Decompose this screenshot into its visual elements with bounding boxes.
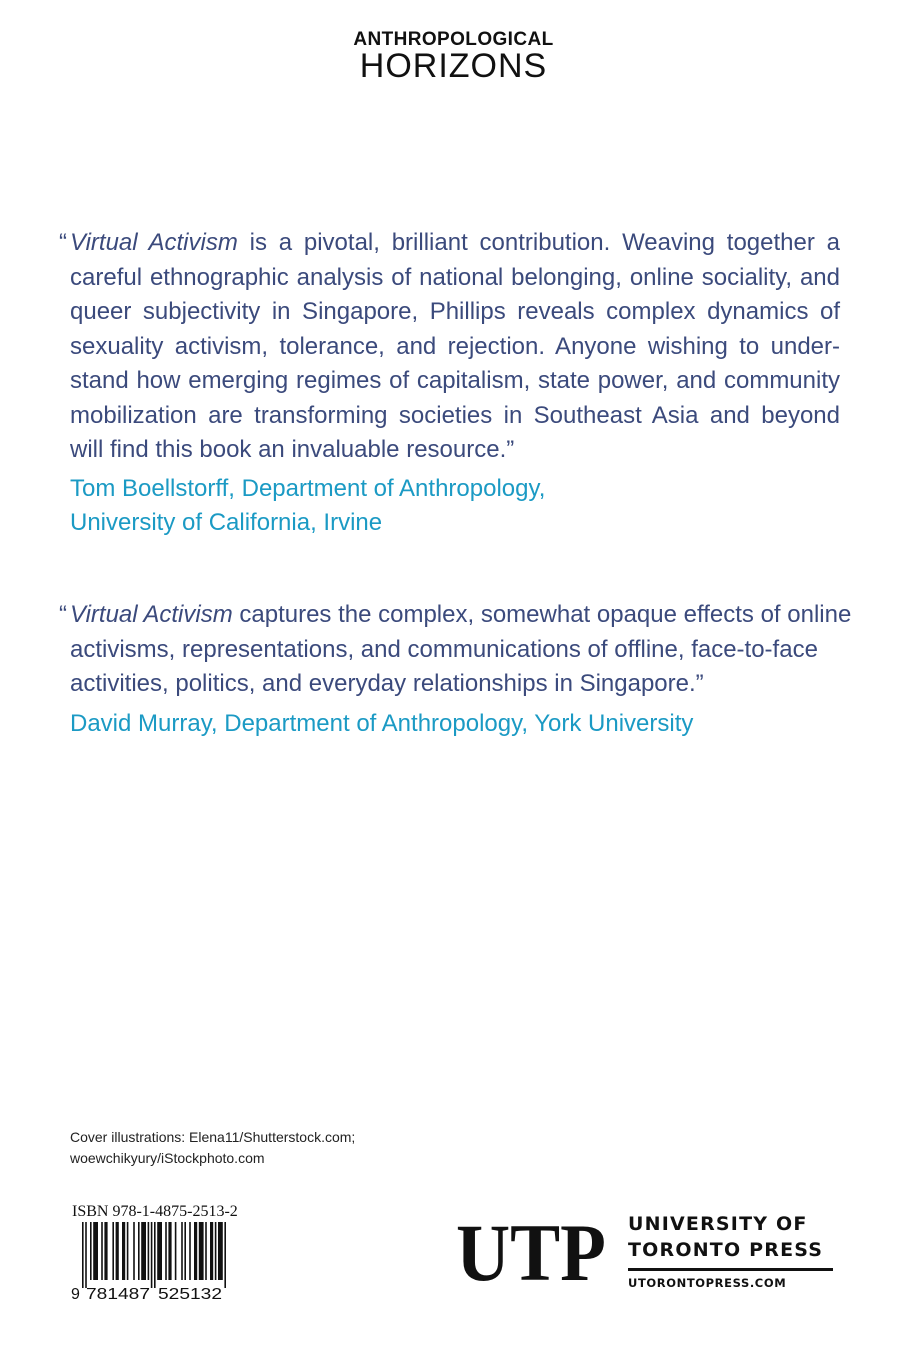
barcode-bar	[168, 1222, 171, 1280]
isbn-label: ISBN 978-1-4875-2513-2	[72, 1203, 238, 1220]
publisher-block	[628, 1211, 833, 1290]
series-name-line2: HORIZONS	[359, 47, 548, 85]
publisher-url: UTORONTOPRESS.COM	[628, 1276, 787, 1290]
barcode-bar	[205, 1222, 207, 1280]
barcode-bar	[112, 1222, 114, 1280]
barcode-bar	[157, 1222, 162, 1280]
barcode-bar	[90, 1222, 92, 1280]
endorsement-attribution-1	[70, 472, 545, 540]
barcode-bar	[199, 1222, 204, 1280]
barcode-bar	[210, 1222, 213, 1280]
barcode-bar	[104, 1222, 107, 1280]
quote-text: captures the complex, somewhat opaque effects of online activisms, representations, and communications of offline, face-to-face activities, politics, and everyday relationships in Singapore.”	[70, 601, 852, 697]
barcode-bar	[93, 1222, 98, 1280]
barcode-bar	[127, 1222, 129, 1280]
book-title: Virtual Activism	[70, 229, 238, 256]
barcode-bar	[151, 1222, 153, 1288]
quote-open-mark: “	[59, 229, 67, 256]
cover-credits	[70, 1127, 355, 1169]
barcode-bar	[101, 1222, 103, 1280]
barcode-bar	[82, 1222, 84, 1288]
barcode-bar	[154, 1222, 156, 1288]
barcode-bar	[194, 1222, 197, 1280]
barcode-bar	[85, 1222, 87, 1288]
publisher-divider	[628, 1268, 833, 1271]
barcode-bar	[133, 1222, 135, 1280]
barcode-bar	[224, 1222, 226, 1288]
barcode	[70, 1222, 230, 1300]
barcode-bar	[116, 1222, 119, 1280]
credit-line: woewchikyury/iStockphoto.com	[70, 1150, 265, 1166]
barcode-bar	[184, 1222, 186, 1280]
quote-open-mark: “	[59, 601, 67, 628]
attribution-line: University of California, Irvine	[70, 509, 383, 536]
attribution-line: Tom Boellstorff, Department of Anthropology,	[70, 475, 546, 502]
barcode-digit-first: 9	[71, 1286, 80, 1300]
barcode-digits-right: 525132	[158, 1286, 223, 1300]
barcode-digits-left: 781487	[86, 1286, 151, 1300]
utp-logo-text: UTP	[456, 1212, 606, 1288]
barcode-bar	[215, 1222, 217, 1280]
series-heading	[0, 29, 907, 85]
quote-text: is a pivotal, brilliant contribution. Weaving together a careful ethnographic analysis of national belonging, online sociality, and queer subjectivity in Singapore, Phillips reveals complex dynamics of sexuality activism, tolerance, and rejection. Anyone wishing to under-stand how emerging regimes of capitalism, state power, and community mobilization are transforming societies in Southeast Asia and beyond will find this book an invaluable resource.”	[70, 229, 840, 463]
utp-logo	[456, 1212, 608, 1288]
publisher-name-line1: UNIVERSITY OF	[628, 1213, 808, 1235]
barcode-bar	[189, 1222, 191, 1280]
endorsement-attribution-2: David Murray, Department of Anthropology, York University	[70, 710, 694, 737]
book-title: Virtual Activism	[70, 601, 233, 628]
barcode-bar	[181, 1222, 183, 1280]
endorsement-quote-2	[59, 598, 860, 702]
barcode-bar	[165, 1222, 167, 1280]
credit-line: Cover illustrations: Elena11/Shutterstock.com;	[70, 1129, 356, 1145]
barcode-bar	[148, 1222, 150, 1280]
barcode-bar	[141, 1222, 146, 1280]
series-name-line1: ANTHROPOLOGICAL	[353, 29, 554, 50]
barcode-bar	[138, 1222, 140, 1280]
endorsement-quote-1	[59, 226, 840, 468]
publisher-name-line2: TORONTO PRESS	[628, 1239, 824, 1261]
barcode-bar	[122, 1222, 125, 1280]
barcode-bar	[175, 1222, 177, 1280]
barcode-bar	[218, 1222, 223, 1280]
